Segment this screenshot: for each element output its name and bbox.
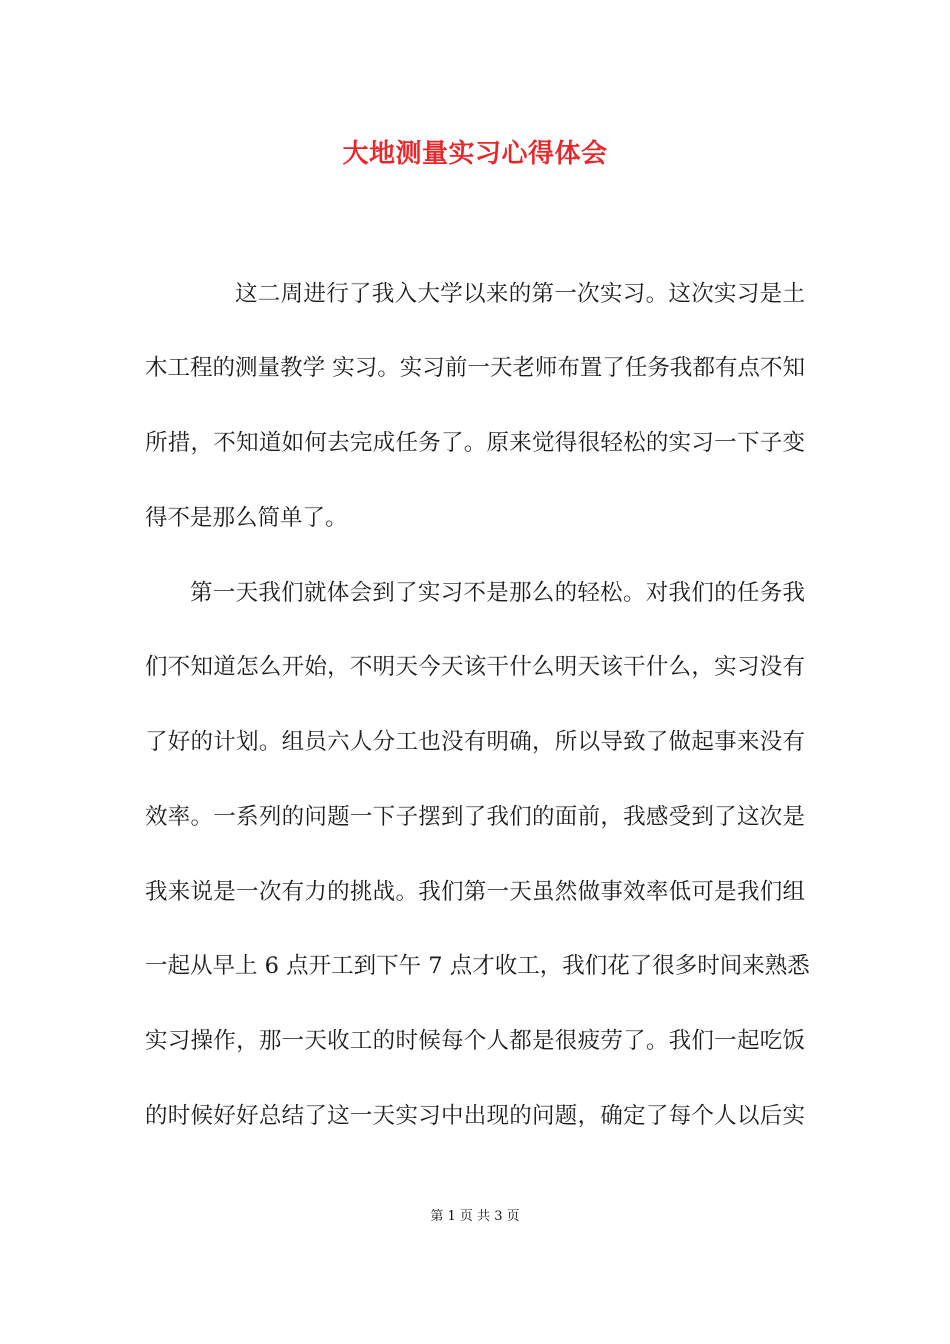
footer-mid: 页 共 bbox=[459, 1209, 491, 1224]
paragraph-line: 第一天我们就体会到了实习不是那么的轻松。对我们的任务我 bbox=[190, 580, 805, 606]
paragraph-line: 一起从早上 6 点开工到下午 7 点才收工，我们花了很多时间来熟悉 bbox=[145, 953, 810, 979]
paragraph-line: 所措，不知道如何去完成任务了。原来觉得很轻松的实习一下子变 bbox=[145, 430, 805, 456]
document-title: 大地测量实习心得体会 bbox=[342, 139, 608, 169]
paragraph-line: 得不是那么简单了。 bbox=[145, 505, 348, 531]
paragraph-line: 这二周进行了我入大学以来的第一次实习。这次实习是土 bbox=[235, 281, 805, 307]
paragraph-line: 们不知道怎么开始，不明天今天该干什么明天该干什么，实习没有 bbox=[145, 654, 805, 680]
paragraph-line: 实习操作，那一天收工的时候每个人都是很疲劳了。我们一起吃饭 bbox=[145, 1028, 805, 1054]
footer-prefix: 第 bbox=[430, 1209, 444, 1224]
footer-suffix: 页 bbox=[506, 1209, 520, 1224]
paragraph-line: 的时候好好总结了这一天实习中出现的问题，确定了每个人以后实 bbox=[145, 1103, 805, 1129]
paragraph-line: 效率。一系列的问题一下子摆到了我们的面前，我感受到了这次是 bbox=[145, 804, 805, 830]
paragraph-line: 木工程的测量教学 实习。实习前一天老师布置了任务我都有点不知 bbox=[145, 355, 805, 381]
paragraph-line: 了好的计划。组员六人分工也没有明确，所以导致了做起事来没有 bbox=[145, 729, 805, 755]
footer-total-pages: 3 bbox=[494, 1209, 503, 1224]
footer-current-page: 1 bbox=[447, 1209, 456, 1224]
paragraph-line: 我来说是一次有力的挑战。我们第一天虽然做事效率低可是我们组 bbox=[145, 879, 805, 905]
page-footer bbox=[0, 1207, 950, 1227]
